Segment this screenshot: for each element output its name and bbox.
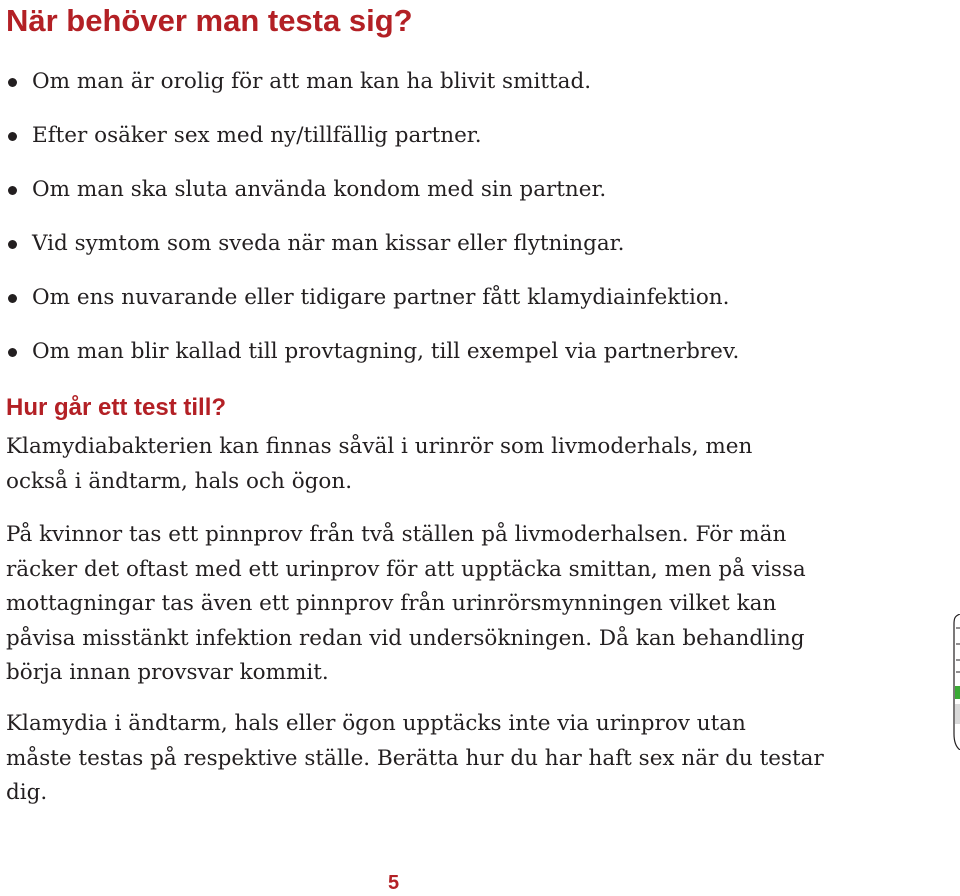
page-number: 5	[388, 872, 400, 894]
list-item-text: Vid symtom som sveda när man kissar eller flytningar.	[32, 231, 625, 256]
list-item-text: Om man är orolig för att man kan ha blivit smittad.	[32, 69, 592, 94]
list-item	[6, 60, 739, 114]
text-line: Klamydia i ändtarm, hals eller ögon upptäcks inte via urinprov utan	[6, 711, 746, 736]
bullet-icon	[8, 348, 17, 357]
bullet-list	[6, 60, 739, 384]
paragraph-other-sites	[6, 707, 824, 811]
text-line: börja innan provsvar kommit.	[6, 660, 329, 685]
list-item	[6, 330, 739, 384]
text-line: mottagningar tas även ett pinnprov från urinrörsmynningen vilket kan	[6, 591, 777, 616]
paragraph-sampling	[6, 518, 806, 691]
list-item	[6, 276, 739, 330]
list-item-text: Om ens nuvarande eller tidigare partner fått klamydiainfektion.	[32, 285, 730, 310]
text-line: räcker det oftast med ett urinprov för att upptäcka smittan, men på vissa	[6, 556, 806, 582]
list-item	[6, 168, 739, 222]
test-tube-icon	[948, 614, 960, 750]
bullet-icon	[8, 240, 17, 249]
section-heading: Hur går ett test till?	[6, 394, 227, 421]
page-title: När behöver man testa sig?	[6, 3, 413, 38]
text-line: dig.	[6, 780, 48, 805]
list-item-text: Efter osäker sex med ny/tillfällig partner.	[32, 123, 482, 148]
text-line: På kvinnor tas ett pinnprov från två ställen på livmoderhalsen. För män	[6, 522, 787, 547]
text-line: påvisa misstänkt infektion redan vid undersökningen. Då kan behandling	[6, 625, 805, 651]
bullet-icon	[8, 132, 17, 141]
bullet-icon	[8, 78, 17, 87]
list-item	[6, 114, 739, 168]
paragraph-locations	[6, 430, 786, 499]
list-item-text: Om man blir kallad till provtagning, till exempel via partnerbrev.	[32, 339, 740, 364]
text-line: också i ändtarm, hals och ögon.	[6, 468, 353, 494]
list-item-text: Om man ska sluta använda kondom med sin partner.	[32, 177, 607, 202]
bullet-icon	[8, 186, 17, 195]
text-line: måste testas på respektive ställe. Berätta hur du har haft sex när du testar	[6, 745, 824, 771]
bullet-icon	[8, 294, 17, 303]
text-line: Klamydiabakterien kan finnas såväl i urinrör som livmoderhals, men	[6, 434, 753, 459]
list-item	[6, 222, 739, 276]
